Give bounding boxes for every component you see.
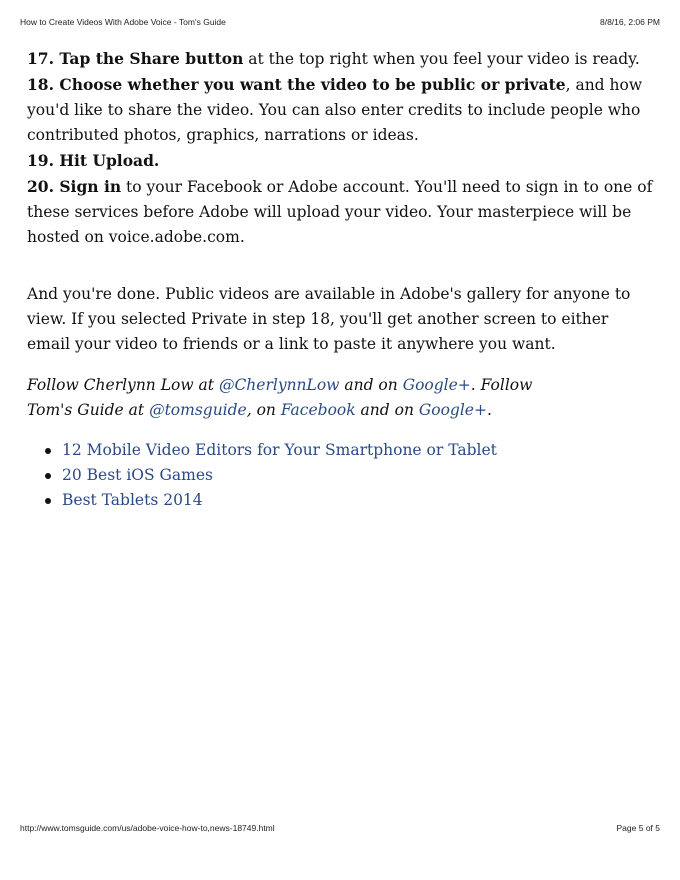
- list-item: [62, 438, 653, 463]
- list-item: [62, 463, 653, 488]
- follow-text-6: and on: [355, 401, 419, 419]
- step-18-text: , and how you'd like to share the video. You can also enter credits to include people who contributed photos, graphics, narrations or ideas.: [27, 76, 643, 144]
- step-18-heading: 18. Choose whether you want the video to be public or private: [27, 75, 566, 94]
- related-link-ios-games[interactable]: 20 Best iOS Games: [62, 466, 213, 484]
- bullet-icon: [45, 498, 51, 504]
- toms-guide-facebook-link[interactable]: Facebook: [280, 401, 356, 419]
- step-20: [27, 174, 653, 250]
- step-19: [27, 148, 653, 174]
- page-number: Page 5 of 5: [616, 823, 660, 833]
- page-title: How to Create Videos With Adobe Voice - Tom's Guide: [20, 17, 226, 27]
- follow-paragraph: [27, 373, 653, 423]
- page-url: http://www.tomsguide.com/us/adobe-voice-how-to,news-18749.html: [20, 823, 275, 833]
- list-item: [62, 488, 653, 513]
- step-19-heading: 19. Hit Upload.: [27, 151, 160, 170]
- cherlynn-twitter-link[interactable]: @CherlynnLow: [218, 376, 340, 394]
- toms-guide-google-link[interactable]: Google+: [418, 401, 487, 419]
- print-date: 8/8/16, 2:06 PM: [599, 17, 660, 27]
- follow-text-7: .: [486, 401, 492, 419]
- follow-text-2: and on: [339, 376, 403, 394]
- done-paragraph: And you're done. Public videos are available in Adobe's gallery for anyone to view. If you selected Private in step 18, you'll get another screen to either email your video to friends or a link to paste it anywhere you want.: [27, 285, 631, 353]
- step-20-heading: 20. Sign in: [27, 177, 122, 196]
- bullet-icon: [45, 448, 51, 454]
- article-body: [27, 46, 653, 513]
- step-20-text: to your Facebook or Adobe account. You'll need to sign in to one of these services before Adobe will upload your video. Your masterpiece will be hosted on voice.adobe.com.: [27, 178, 653, 246]
- related-link-best-tablets[interactable]: Best Tablets 2014: [62, 491, 203, 509]
- step-17-text: at the top right when you feel your video is ready.: [243, 50, 640, 68]
- bullet-icon: [45, 473, 51, 479]
- related-links-list: [27, 438, 653, 513]
- follow-text-5: , on: [246, 401, 281, 419]
- follow-text-1: Follow Cherlynn Low at: [27, 376, 219, 394]
- step-17: [27, 46, 653, 72]
- step-18: [27, 72, 653, 148]
- follow-text-4: Tom's Guide at: [27, 401, 150, 419]
- related-link-video-editors[interactable]: 12 Mobile Video Editors for Your Smartphone or Tablet: [62, 441, 497, 459]
- toms-guide-twitter-link[interactable]: @tomsguide: [149, 401, 247, 419]
- follow-text-3: . Follow: [470, 376, 533, 394]
- step-17-heading: 17. Tap the Share button: [27, 49, 244, 68]
- cherlynn-google-link[interactable]: Google+: [402, 376, 471, 394]
- print-footer: [20, 823, 660, 835]
- print-header: [20, 17, 660, 29]
